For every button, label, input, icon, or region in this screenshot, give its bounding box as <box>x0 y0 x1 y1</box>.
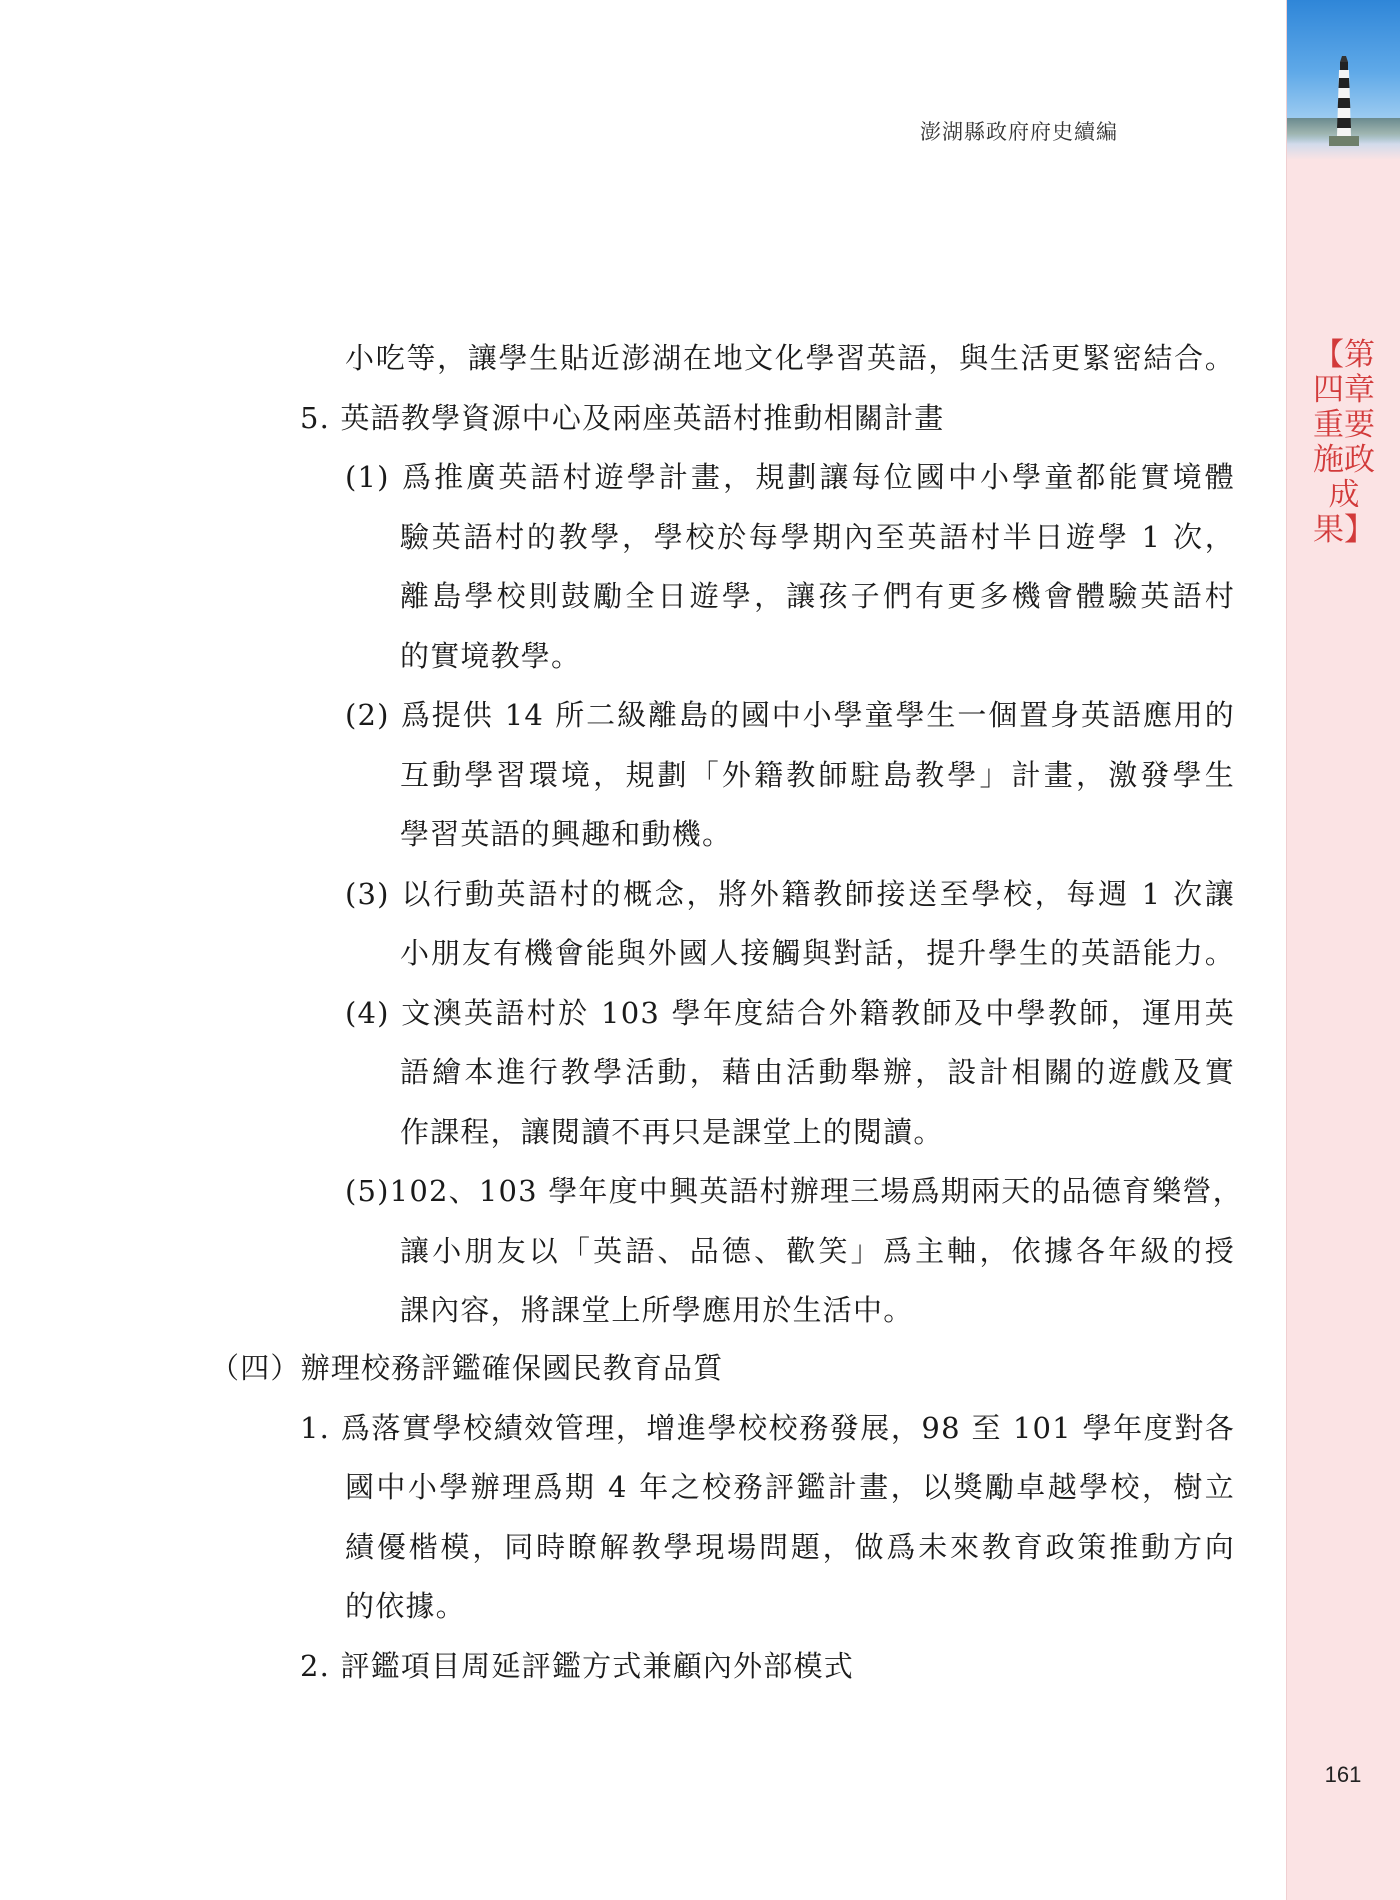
body-line: 離島學校則鼓勵全日遊學，讓孩子們有更多機會體驗英語村 <box>400 579 1235 613</box>
section-heading: 5. 英語教學資源中心及兩座英語村推動相關計畫 <box>300 401 945 435</box>
body-line: 國中小學辦理爲期 4 年之校務評鑑計畫，以獎勵卓越學校，樹立 <box>345 1470 1235 1504</box>
body-line: 1. 爲落實學校績效管理，增進學校校務發展，98 至 101 學年度對各 <box>300 1411 1235 1445</box>
chapter-label: 【第四章 重要施政成果】 <box>1313 337 1375 548</box>
body-line: 的實境教學。 <box>400 639 582 673</box>
body-line: 互動學習環境，規劃「外籍教師駐島教學」計畫，激發學生 <box>400 758 1235 792</box>
body-line: 驗英語村的教學，學校於每學期內至英語村半日遊學 1 次， <box>400 520 1235 554</box>
chapter-sidebar <box>1286 0 1400 1900</box>
body-line: 績優楷模，同時瞭解教學現場問題，做爲未來教育政策推動方向 <box>345 1530 1235 1564</box>
page-number: 161 <box>1324 1762 1362 1787</box>
body-line: 小朋友有機會能與外國人接觸與對話，提升學生的英語能力。 <box>400 936 1235 970</box>
body-line: 讓小朋友以「英語、品德、歡笑」爲主軸，依據各年級的授 <box>400 1234 1235 1268</box>
body-line: (5)102、103 學年度中興英語村辦理三場爲期兩天的品德育樂營， <box>345 1174 1243 1208</box>
body-line: (1) 爲推廣英語村遊學計畫，規劃讓每位國中小學童都能實境體 <box>345 460 1235 494</box>
body-line: (3) 以行動英語村的概念，將外籍教師接送至學校，每週 1 次讓 <box>345 877 1235 911</box>
body-line: (2) 爲提供 14 所二級離島的國中小學童學生一個置身英語應用的 <box>345 698 1235 732</box>
body-line: 學習英語的興趣和動機。 <box>400 817 733 851</box>
body-line: 課內容，將課堂上所學應用於生活中。 <box>400 1293 914 1327</box>
section-heading: （四）辦理校務評鑑確保國民教育品質 <box>210 1351 724 1385</box>
body-line: 作課程，讓閱讀不再只是課堂上的閱讀。 <box>400 1115 944 1149</box>
body-line: 的依據。 <box>345 1589 466 1623</box>
body-line: 小吃等，讓學生貼近澎湖在地文化學習英語，與生活更緊密結合。 <box>345 341 1235 375</box>
body-line: 2. 評鑑項目周延評鑑方式兼顧內外部模式 <box>300 1649 854 1683</box>
body-line: (4) 文澳英語村於 103 學年度結合外籍教師及中學教師，運用英 <box>345 996 1235 1030</box>
body-line: 語繪本進行教學活動，藉由活動舉辦，設計相關的遊戲及實 <box>400 1055 1235 1089</box>
lighthouse-icon <box>1329 56 1359 146</box>
running-head: 澎湖縣政府府史續編 <box>920 120 1118 144</box>
lighthouse-photo <box>1287 0 1400 160</box>
